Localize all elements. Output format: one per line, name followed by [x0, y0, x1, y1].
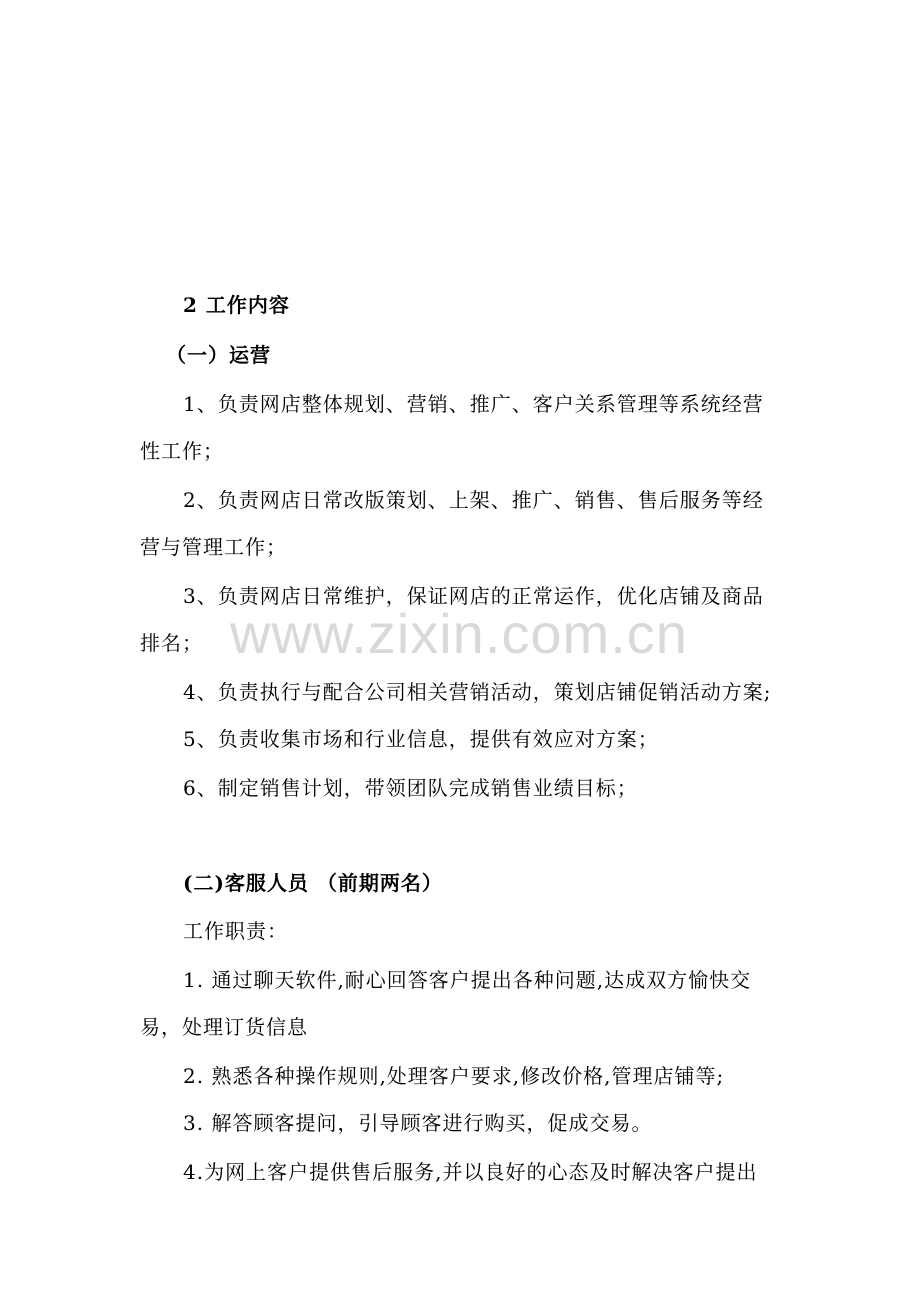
cs-heading: (二)客服人员 （前期两名） [183, 871, 443, 895]
ops-item-4: 4、负责执行与配合公司相关营销活动，策划店铺促销活动方案; [183, 680, 772, 704]
ops-item-2-line2: 营与管理工作； [140, 535, 287, 559]
ops-item-6: 6、制定销售计划，带领团队完成销售业绩目标； [183, 776, 638, 800]
cs-item-2: 2. 熟悉各种操作规则,处理客户要求,修改价格,管理店铺等; [183, 1064, 725, 1088]
cs-duties-label: 工作职责： [183, 919, 288, 943]
ops-item-2-line1: 2、负责网店日常改版策划、上架、推广、销售、售后服务等经 [183, 488, 764, 512]
cs-item-4: 4.为网上客户提供售后服务,并以良好的心态及时解决客户提出 [183, 1160, 758, 1184]
section-title: 2 工作内容 [183, 293, 290, 317]
cs-item-3: 3. 解答顾客提问，引导顾客进行购买，促成交易。 [183, 1111, 653, 1135]
watermark: www.zixin.com.cn [230, 602, 688, 665]
ops-item-3-line2: 排名； [140, 631, 203, 655]
ops-heading: （一）运营 [166, 343, 271, 367]
ops-item-5: 5、负责收集市场和行业信息，提供有效应对方案； [183, 727, 659, 751]
ops-item-3-line1: 3、负责网店日常维护，保证网店的正常运作，优化店铺及商品 [183, 584, 764, 608]
ops-item-1-line2: 性工作； [140, 439, 224, 463]
cs-item-1-line2: 易，处理订货信息 [140, 1015, 308, 1039]
cs-item-1-line1: 1. 通过聊天软件,耐心回答客户提出各种问题,达成双方愉快交 [183, 968, 752, 992]
ops-item-1-line1: 1、负责网店整体规划、营销、推广、客户关系管理等系统经营 [183, 392, 764, 416]
